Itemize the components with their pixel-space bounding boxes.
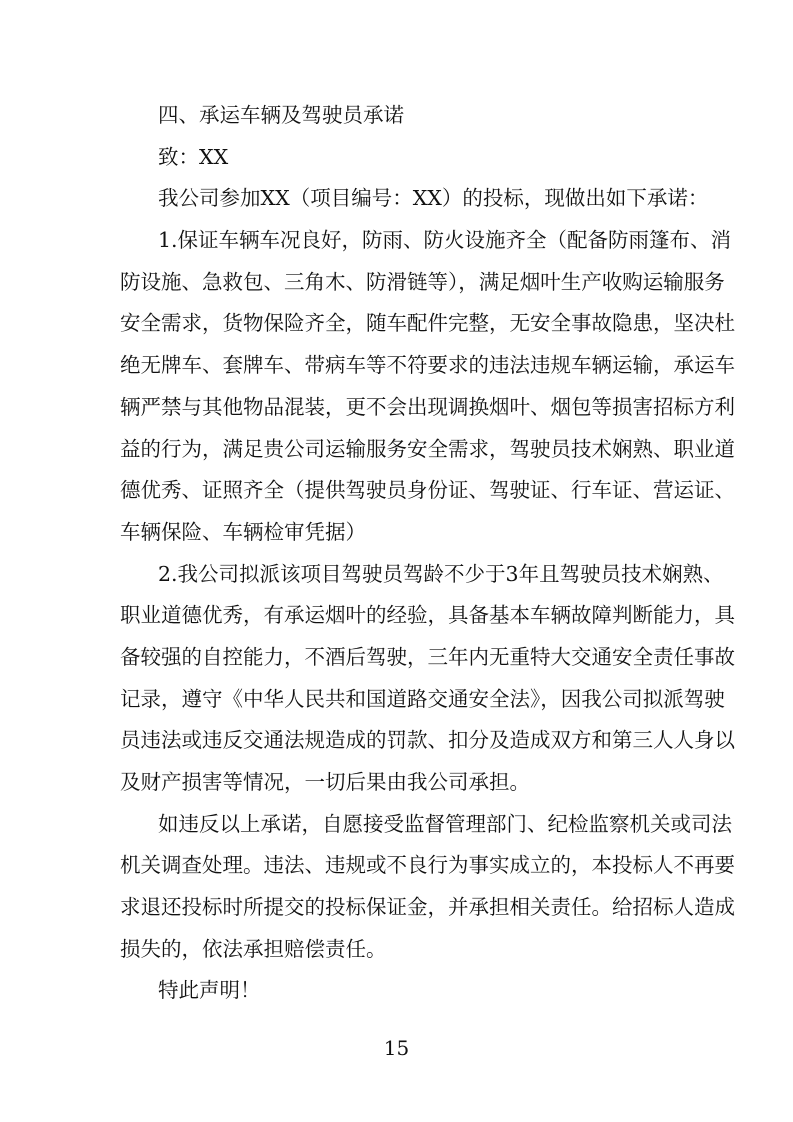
text-line: 防设施、急救包、三角木、防滑链等），满足烟叶生产收购运输服务 [120,269,725,294]
text-line: 1.保证车辆车况良好，防雨、防火设施齐全（配备防雨篷布、消 [158,228,732,253]
text-line: 益的行为，满足贵公司运输服务安全需求，驾驶员技术娴熟、职业道 [120,436,735,461]
section-heading: 四、承运车辆及驾驶员承诺 [158,103,404,127]
text-line: 绝无牌车、套牌车、带病车等不符要求的违法违规车辆运输，承运车 [120,353,735,378]
text-line: 特此声明！ [158,978,261,1003]
text-line: 车辆保险、车辆检审凭据） [120,519,366,544]
text-line: 2.我公司拟派该项目驾驶员驾龄不少于3年且驾驶员技术娴熟、 [158,561,724,586]
text-line: 如违反以上承诺，自愿接受监督管理部门、纪检监察机关或司法 [158,811,732,836]
text-line: 辆严禁与其他物品混装，更不会出现调换烟叶、烟包等损害招标方利 [120,394,735,419]
text-line: 机关调查处理。违法、违规或不良行为事实成立的，本投标人不再要 [120,853,735,878]
document-body [120,100,735,1017]
text-line: 备较强的自控能力，不酒后驾驶，三年内无重特大交通安全责任事故 [120,644,735,669]
page-number: 15 [383,1036,410,1060]
text-line: 致：XX [158,144,229,169]
text-line: 损失的，依法承担赔偿责任。 [120,936,387,961]
text-line: 安全需求，货物保险齐全，随车配件完整，无安全事故隐患，坚决杜 [120,311,735,336]
text-line: 员违法或违反交通法规造成的罚款、扣分及造成双方和第三人人身以 [120,728,735,753]
text-line: 职业道德优秀，有承运烟叶的经验，具备基本车辆故障判断能力，具 [120,603,735,628]
text-line: 及财产损害等情况，一切后果由我公司承担。 [120,770,530,794]
text-line: 德优秀、证照齐全（提供驾驶员身份证、驾驶证、行车证、营运证、 [120,478,735,503]
text-line: 求退还投标时所提交的投标保证金，并承担相关责任。给招标人造成 [120,895,735,920]
text-line: 记录，遵守《中华人民共和国道路交通安全法》，因我公司拟派驾驶 [120,686,725,711]
text-line: 我公司参加XX（项目编号：XX）的投标，现做出如下承诺： [158,186,709,211]
